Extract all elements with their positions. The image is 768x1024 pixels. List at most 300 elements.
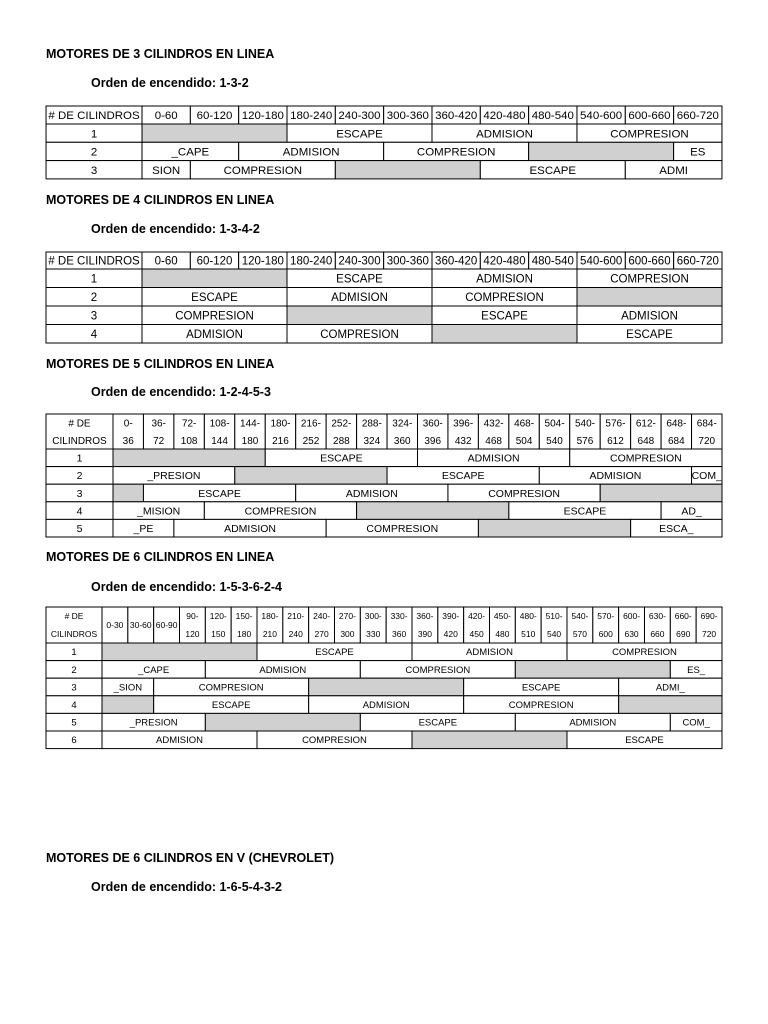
header-text: 660-720 [676,255,719,268]
header-cell-interval [577,106,625,124]
header-text: 420- [468,611,486,622]
power-stroke-cell [142,124,287,142]
header-cell-interval [593,607,619,643]
stroke-label: COMPRESION [612,647,677,659]
header-cell-label [46,252,142,269]
power-stroke-cell [529,142,674,160]
header-text: 30-60 [129,620,152,631]
header-text: # DE [64,611,84,622]
header-text: 180- [270,418,291,430]
header-cell-interval [235,414,265,449]
header-text: 216- [300,418,321,430]
header-text: 468- [514,418,535,430]
power-stroke-cell [113,484,143,502]
header-text: 120 [185,629,200,640]
cylinder-number: 2 [90,291,98,304]
cylinder-number: 6 [71,735,77,747]
stroke-label: ADMISION [362,700,410,712]
header-text: 540-600 [580,110,623,123]
header-cell-interval [174,414,204,449]
power-stroke-cell [205,713,360,731]
cylinder-row [46,643,722,661]
stroke-label: ADMISION [621,310,678,323]
header-cell-label [46,106,142,124]
header-text: 660 [650,629,665,640]
header-text: 180-240 [290,110,333,123]
header-cell-interval [239,106,287,124]
header-cell-interval [384,106,432,124]
cylinder-number: 1 [90,128,98,141]
stroke-label: ES [690,146,706,159]
header-text: 300-360 [386,110,429,123]
header-text: 330 [366,629,381,640]
cylinder-number: 2 [71,664,77,676]
header-text: 252 [302,435,320,447]
firing-table-6-cylinders [0,607,768,751]
cylinder-number: 4 [71,700,77,712]
header-cell-interval [287,106,335,124]
header-cell-interval [644,607,670,643]
cylinder-row [46,519,722,537]
header-cell-interval [539,414,569,449]
power-stroke-cell [412,731,567,749]
header-text: 510 [521,629,536,640]
header-cell-interval [360,607,386,643]
header-cell-interval [190,252,238,269]
stroke-label: COM_ [691,470,722,483]
stroke-label: ADMISION [589,470,642,483]
header-text: 480-540 [531,255,574,268]
stroke-label: COMPRESION [175,310,254,323]
header-text: 180- [261,611,279,622]
header-text: 600-660 [628,110,671,123]
stroke-label: COMPRESION [488,487,560,500]
header-text: CILINDROS [50,629,98,640]
header-text: 576- [605,418,626,430]
header-text: 480-540 [531,110,574,123]
header-cell-interval [432,252,480,269]
stroke-label: ESCAPE [481,310,528,323]
header-text: 360- [422,418,443,430]
stroke-label: ESCAPE [626,328,673,341]
header-cell-interval [387,414,417,449]
header-cell-interval [142,252,190,269]
stroke-label: ADMI_ [655,682,685,694]
header-text: 108- [209,418,230,430]
cylinder-number: 1 [90,273,98,286]
stroke-label: _CAPE [171,146,210,159]
header-cell-interval [309,607,335,643]
header-text: 576 [576,435,594,447]
header-text: 324 [363,435,381,447]
power-stroke-cell [335,161,480,179]
header-text: 648- [666,418,687,430]
header-cell-interval [529,252,577,269]
header-cell-interval [326,414,356,449]
header-cell-interval [239,252,287,269]
header-text: 360 [393,435,411,447]
header-text: 690 [676,629,691,640]
header-text: CILINDROS [52,435,107,447]
power-stroke-cell [309,678,464,696]
header-text: 360- [416,611,434,622]
stroke-label: ADMISION [224,522,276,535]
header-cell-interval [480,106,528,124]
stroke-label: COMPRESION [302,735,367,747]
section-2-heading: MOTORES DE 4 CILINDROS EN LINEA [46,193,275,207]
header-cell-interval [541,607,567,643]
power-stroke-cell [235,467,387,485]
header-text: 180 [237,629,252,640]
header-cell-interval [231,607,257,643]
header-cell-interval [509,414,539,449]
header-cell-interval [418,414,448,449]
header-text: 270- [338,611,356,622]
stroke-label: COMPRESION [223,164,303,177]
header-cell-interval [384,252,432,269]
header-text: 480- [519,611,537,622]
header-cell-interval [335,252,383,269]
stroke-label: _CAPE [138,664,170,676]
stroke-label: ADMISION [259,664,307,676]
cylinder-number: 5 [76,522,83,535]
header-text: 252- [331,418,352,430]
power-stroke-cell [113,449,265,467]
stroke-label: ESCAPE [336,273,383,286]
header-text: 36- [151,418,166,430]
header-text: 60-120 [196,110,233,123]
header-text: 180 [241,435,259,447]
header-text: 570- [597,611,615,622]
header-cell-interval [692,414,722,449]
header-cell-interval [600,414,630,449]
power-stroke-cell [478,519,630,537]
header-text: 210- [287,611,305,622]
header-text: 450 [469,629,484,640]
header-cell-interval [631,414,661,449]
header-cell-interval [529,106,577,124]
cylinder-number: 1 [76,452,83,465]
header-cell-interval [142,106,190,124]
stroke-label: ADMISION [282,146,340,159]
header-cell-interval [577,252,625,269]
header-text: 612- [635,418,656,430]
stroke-label: _MISION [137,505,181,518]
header-text: 0-30 [106,620,124,631]
cylinder-row [46,484,722,502]
stroke-label: COMPRESION [610,273,689,286]
cylinder-number: 3 [71,682,77,694]
stroke-label: COMPRESION [320,328,399,341]
header-text: 468 [485,435,502,447]
header-cell-interval [204,414,234,449]
stroke-label: ESCAPE [198,487,241,500]
header-text: 720 [701,629,717,640]
cylinder-row [46,142,722,160]
firing-table-4-cylinders [0,252,768,345]
cylinder-number: 3 [90,164,98,177]
power-stroke-cell [142,269,287,288]
header-text: 390 [417,629,432,640]
section-4-firing-order: Orden de encendido: 1-5-3-6-2-4 [91,580,283,594]
header-cell-interval [143,414,173,449]
header-cell-interval [478,414,508,449]
stroke-label: COMPRESION [405,664,471,676]
header-text: 540 [546,435,563,447]
header-text: 396 [424,435,442,447]
header-text: 216 [272,435,289,447]
cylinder-number: 3 [76,487,83,500]
header-text: 240-300 [338,110,381,123]
stroke-label: ESCAPE [521,682,561,694]
header-text: 210 [262,629,277,640]
stroke-label: ESCAPE [441,470,485,483]
stroke-label: AD_ [681,505,702,518]
header-cell-label [46,607,102,643]
stroke-label: ESCAPE [625,735,664,747]
header-cell-interval [489,607,515,643]
stroke-label: COMPRESION [508,700,574,712]
header-text: 570 [572,629,587,640]
power-stroke-cell [102,696,154,714]
cylinder-row [46,661,722,679]
cylinder-row [46,502,722,520]
cylinder-row [46,467,722,485]
header-text: 150- [235,611,253,622]
header-cell-interval [190,106,238,124]
header-text: 450- [493,611,511,622]
cylinder-row [46,269,722,288]
header-text: 90- [186,611,199,622]
header-cell-interval [619,607,645,643]
section-3-firing-order: Orden de encendido: 1-2-4-5-3 [91,385,271,399]
header-cell-interval [432,106,480,124]
stroke-label: _PE [133,522,154,535]
header-text: 420-480 [483,255,526,268]
header-cell-interval [464,607,490,643]
header-cell-interval [412,607,438,643]
header-cell-interval [570,414,600,449]
stroke-label: ADMISION [467,452,520,465]
stroke-label: ADMISION [156,735,203,747]
header-text: 600-660 [628,255,671,268]
cylinder-number: 4 [76,505,83,518]
header-text: 360 [392,629,407,640]
stroke-label: ADMISION [345,487,398,500]
stroke-label: ADMI [659,164,688,177]
stroke-label: ADMISION [569,717,617,729]
cylinder-row [46,288,722,307]
cylinder-number: 3 [90,310,98,323]
section-4-heading: MOTORES DE 6 CILINDROS EN LINEA [46,550,275,564]
header-text: 660- [674,611,692,622]
stroke-label: COM_ [682,717,710,729]
stroke-label: _PRESION [147,470,201,483]
header-cell-interval [180,607,206,643]
stroke-label: ADMISION [466,647,513,659]
header-text: 330- [390,611,408,622]
cylinder-number: 4 [90,328,98,341]
stroke-label: ESCAPE [211,700,251,712]
firing-table-5-cylinders [0,414,768,539]
header-text: 240 [288,629,303,640]
header-text: 612 [607,435,624,447]
section-5-heading: MOTORES DE 6 CILINDROS EN V (CHEVROLET) [46,851,334,865]
stroke-label: COMPRESION [416,146,496,159]
stroke-label: ESCAPE [191,291,238,304]
header-text: 144 [211,435,228,447]
header-text: 684 [667,435,685,447]
header-cell-interval [283,607,309,643]
header-text: 720 [698,435,716,447]
header-cell-interval [625,106,673,124]
header-cell-interval [661,414,691,449]
header-cell-interval [480,252,528,269]
cylinder-row [46,731,722,749]
header-cell-interval [154,607,180,643]
header-cell-interval [335,106,383,124]
header-text: 240-300 [338,255,381,268]
header-text: 150 [211,629,226,640]
header-text: 270 [314,629,329,640]
header-text: 420-480 [483,110,526,123]
cylinder-row [46,325,722,344]
header-text: 144- [240,418,261,430]
cylinder-row [46,124,722,142]
section-1-heading: MOTORES DE 3 CILINDROS EN LINEA [46,47,275,61]
stroke-label: ESCAPE [529,164,577,177]
stroke-label: _SION [113,682,143,694]
header-text: 480 [495,629,510,640]
header-text: 300 [340,629,355,640]
stroke-label: ESCAPE [418,717,458,729]
stroke-label: ESCAPE [563,505,607,518]
header-text: 0- [123,418,133,430]
header-cell-interval [357,414,387,449]
header-text: 360-420 [435,110,478,123]
header-text: 60-120 [196,255,233,268]
power-stroke-cell [357,502,509,520]
header-text: 288 [333,435,350,447]
header-text: 690- [700,611,718,622]
header-cell-interval [386,607,412,643]
stroke-label: ES_ [687,664,706,676]
header-text: 120-180 [241,255,284,268]
header-cell-interval [128,607,154,643]
header-cell-interval [515,607,541,643]
cylinder-number: 2 [76,470,83,483]
power-stroke-cell [432,325,577,344]
stroke-label: ESCAPE [336,128,383,141]
cylinder-number: 2 [90,146,98,159]
cylinder-row [46,161,722,179]
section-1-firing-order: Orden de encendido: 1-3-2 [91,76,249,90]
header-text: 120- [209,611,227,622]
power-stroke-cell [287,306,432,325]
header-cell-interval [257,607,283,643]
cylinder-number: 5 [71,717,77,729]
header-text: 72 [153,435,165,447]
header-text: 660-720 [676,110,719,123]
header-text: 504 [515,435,533,447]
power-stroke-cell [619,696,722,714]
header-text: 60-90 [155,620,178,631]
header-text: 324- [392,418,413,430]
header-cell-interval [335,607,361,643]
section-3-heading: MOTORES DE 5 CILINDROS EN LINEA [46,357,275,371]
header-text: 72- [181,418,197,430]
stroke-label: ESCAPE [315,647,354,659]
firing-table-3-cylinders [0,106,768,181]
header-text: 630- [648,611,666,622]
header-text: 0-60 [154,110,178,123]
header-text: # DE CILINDROS [48,110,140,123]
header-cell-interval [265,414,295,449]
header-text: 432- [483,418,504,430]
header-cell-interval [674,106,722,124]
header-text: 390- [442,611,460,622]
header-cell-interval [625,252,673,269]
stroke-label: COMPRESION [465,291,544,304]
header-text: 108 [180,435,198,447]
header-text: # DE [68,418,91,430]
header-text: 540 [546,629,562,640]
power-stroke-cell [600,484,722,502]
header-cell-interval [670,607,696,643]
header-text: 240- [313,611,331,622]
header-text: 600 [598,629,613,640]
header-cell-interval [102,607,128,643]
stroke-label: _PRESION [129,717,178,729]
cylinder-row [46,713,722,731]
stroke-label: ESCAPE [320,452,363,465]
cylinder-row [46,306,722,325]
stroke-label: SION [152,164,181,177]
stroke-label: ESCA_ [659,522,694,535]
cylinder-row [46,678,722,696]
header-text: 36 [122,435,134,447]
header-cell-interval [567,607,593,643]
stroke-label: ADMISION [476,128,533,141]
header-text: 600- [623,611,641,622]
header-text: 180-240 [290,255,333,268]
header-text: 540- [571,611,589,622]
header-text: 432 [454,435,472,447]
stroke-label: ADMISION [476,273,533,286]
header-text: 360-420 [435,255,478,268]
stroke-label: ADMISION [186,328,243,341]
header-text: 510- [545,611,563,622]
cylinder-row [46,696,722,714]
header-cell-interval [113,414,143,449]
header-cell-interval [296,414,326,449]
header-text: 120-180 [241,110,284,123]
power-stroke-cell [577,288,722,307]
header-text: 540-600 [580,255,623,268]
header-cell-interval [438,607,464,643]
header-cell-interval [674,252,722,269]
header-text: 540- [574,418,595,430]
header-text: 0-60 [154,255,178,268]
header-cell-interval [448,414,478,449]
header-text: 288- [361,418,382,430]
stroke-label: COMPRESION [198,682,264,694]
power-stroke-cell [515,661,670,679]
stroke-label: ADMISION [331,291,388,304]
stroke-label: COMPRESION [609,452,682,465]
stroke-label: COMPRESION [366,522,439,535]
header-cell-interval [205,607,231,643]
